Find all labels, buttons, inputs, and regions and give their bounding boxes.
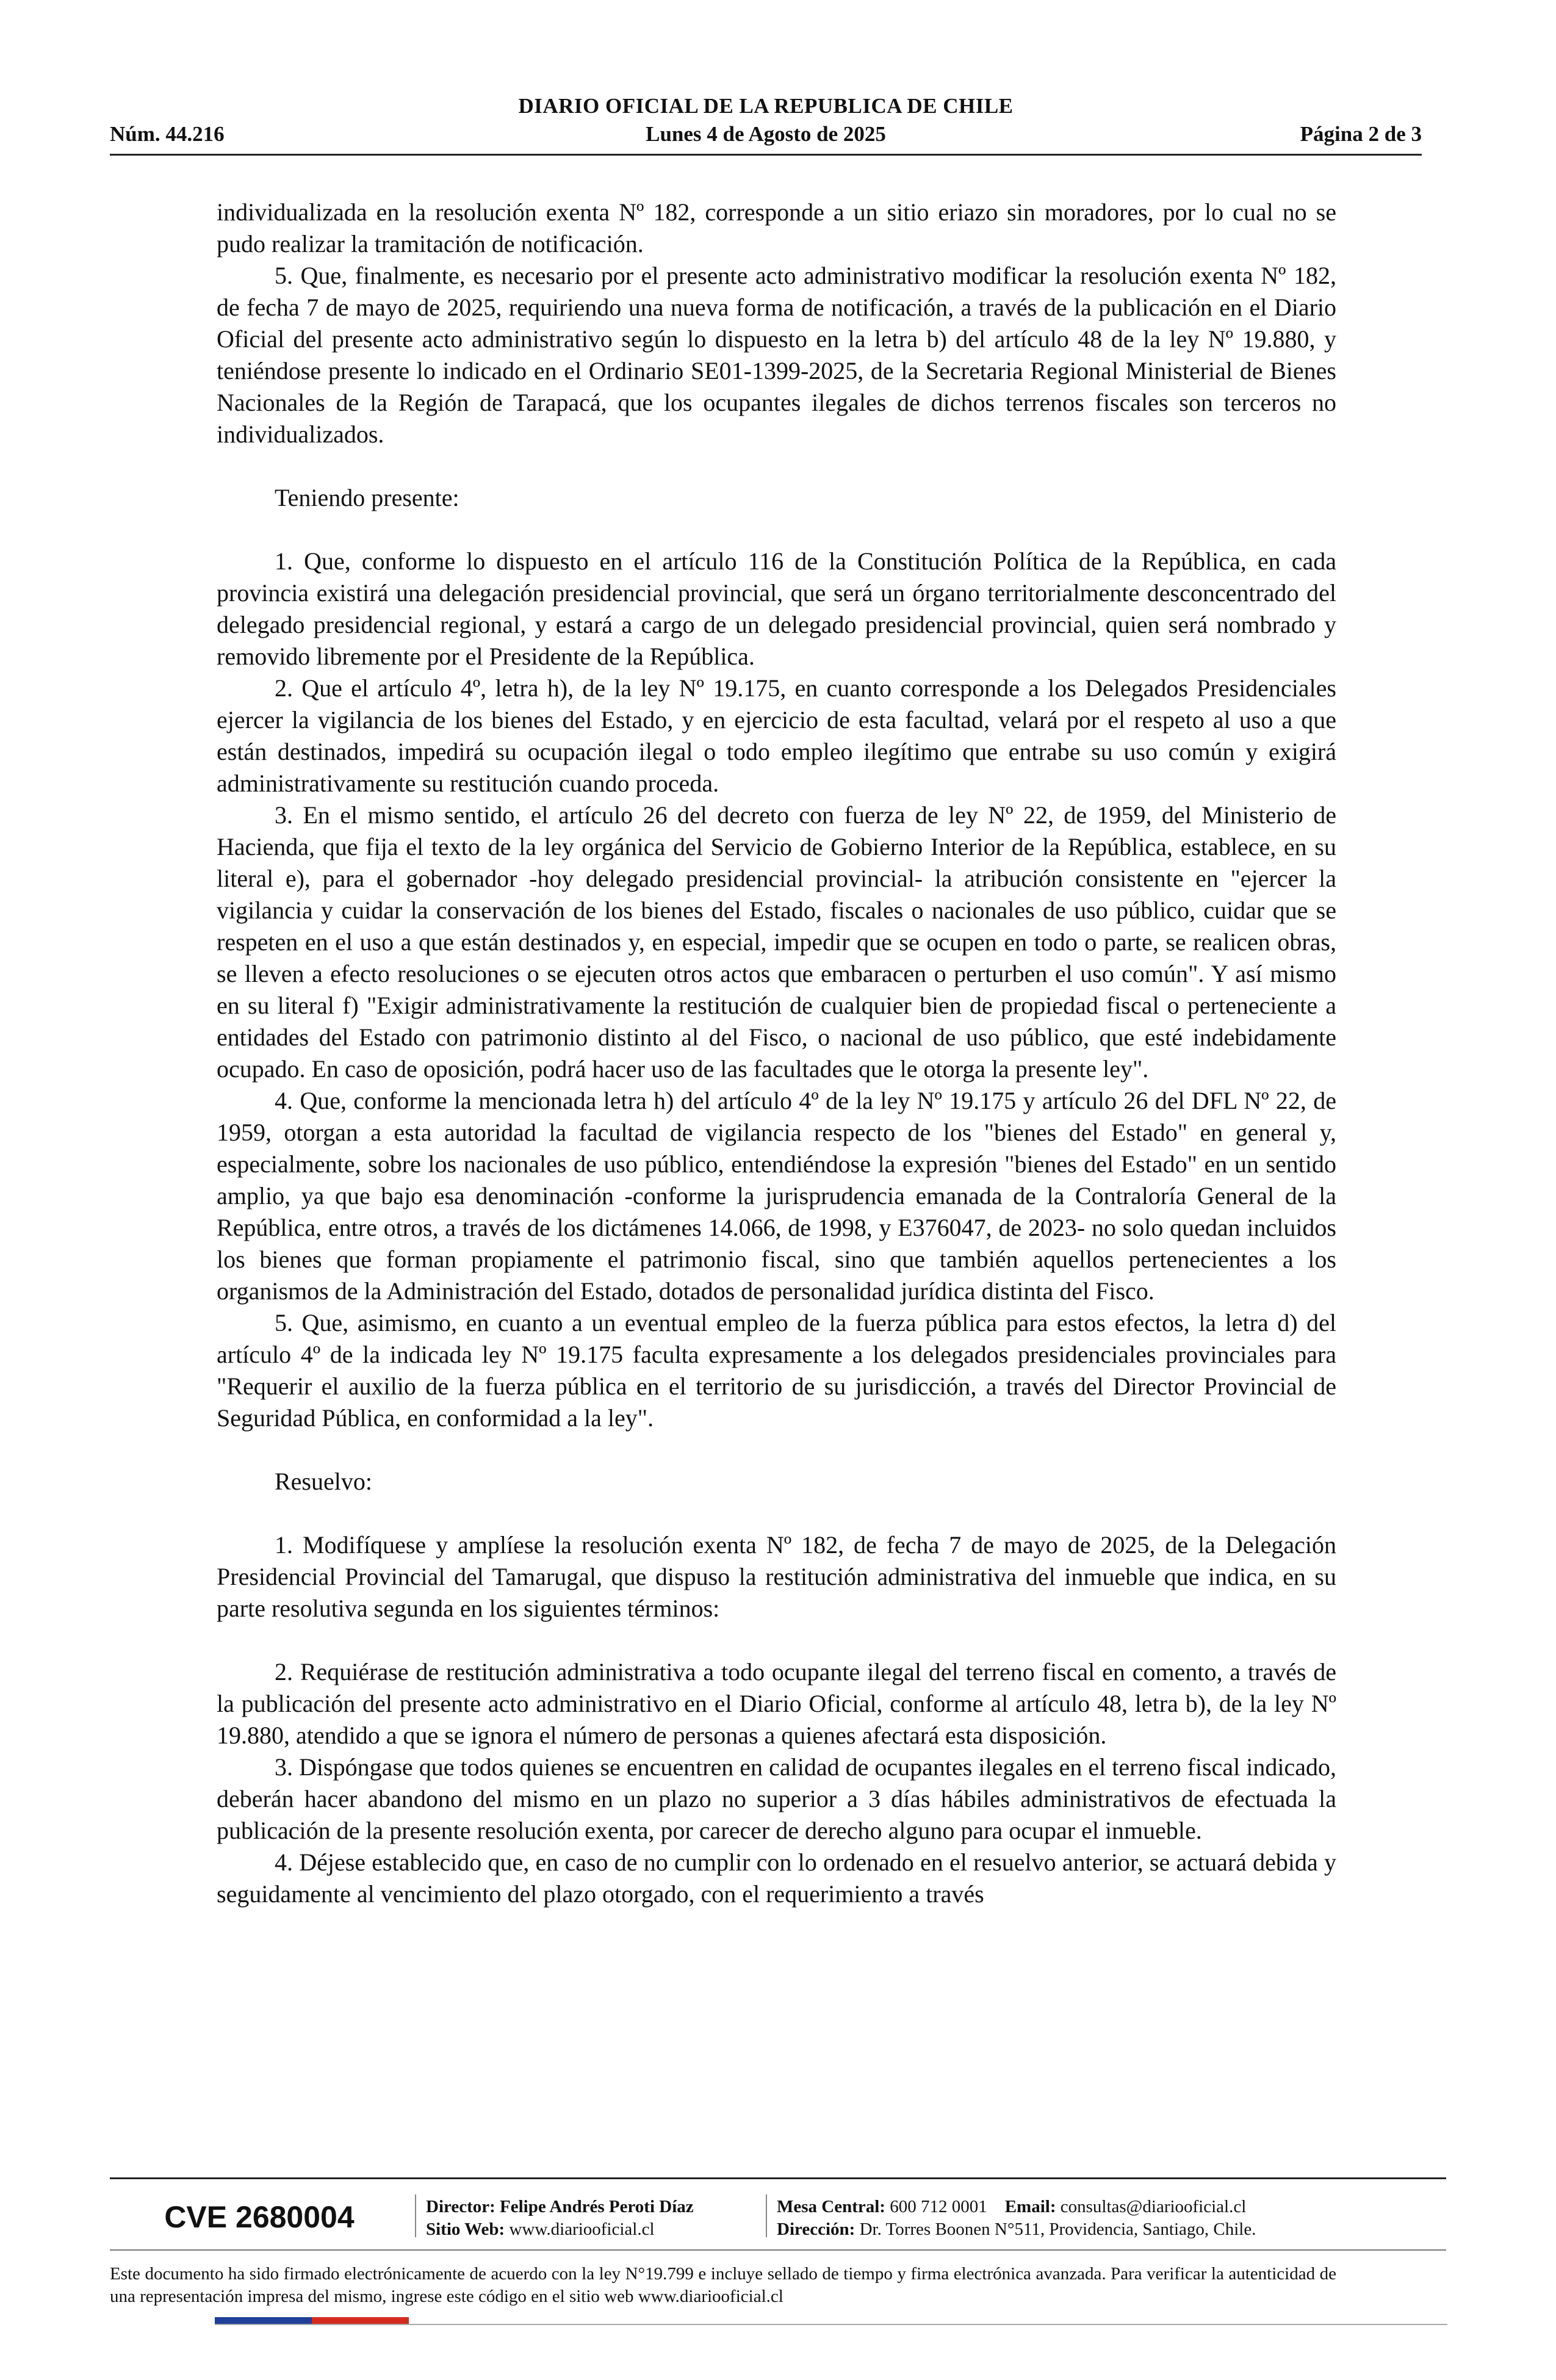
spacer: [217, 450, 1336, 482]
director-label: Director:: [426, 2197, 495, 2216]
paragraph-resuelvo-1: 1. Modifíquese y amplíese la resolución exenta Nº 182, de fecha 7 de mayo de 2025, de la Delegación Presidencial Provincial del Tamarugal, que dispuso la restitución administrativa del inmueble que indica, en su parte resolutiva segunda en los siguientes términos:: [217, 1531, 1336, 1622]
paragraph-considerando-5: 5. Que, finalmente, es necesario por el presente acto administrativo modificar la resolución exenta Nº 182, de fecha 7 de mayo de 2025, requiriendo una nueva forma de notificación, a través de la publicación en el Diario Oficial del presente acto administrativo según lo dispuesto en la letra b) del artículo 48 de la ley Nº 19.880, y teniéndose presente lo indicado en el Ordinario SE01-1399-2025, de la Secretaria Regional Ministerial de Bienes Nacionales de la Región de Tarapacá, que los ocupantes ilegales de dichos terrenos fiscales son terceros no individualizados.: [217, 262, 1336, 448]
spacer: [217, 1498, 1336, 1529]
cve-code: CVE 2680004: [164, 2200, 355, 2234]
spacer: [217, 1625, 1336, 1656]
paragraph-teniendo-5: 5. Que, asimismo, en cuanto a un eventual empleo de la fuerza pública para estos efectos, la letra d) del artículo 4º de la indicada ley Nº 19.175 faculta expresamente a los delegados presidenciales provinciales para "Requerir el auxilio de la fuerza pública en el territorio de su jurisdicción, a través del Director Provincial de Seguridad Pública, en conformidad a la ley".: [217, 1309, 1336, 1432]
mesa-phone: 600 712 0001: [890, 2197, 987, 2216]
paragraph-teniendo-3: 3. En el mismo sentido, el artículo 26 del decreto con fuerza de ley Nº 22, de 1959, del Ministerio de Hacienda, que fija el texto de la ley orgánica del Servicio de Gobierno Interior de la República, establece, en su literal e), para el gobernador -hoy delegado presidencial provincial- la atribución consistente en "ejercer la vigilancia y cuidar la conservación de los bienes del Estado, fiscales o nacionales de uso público, cuidar que se respeten en el uso a que están destinados y, en especial, impedir que se ocupen en todo o parte, se realicen obras, se lleven a efecto resoluciones o se ejecuten otros actos que embaracen o perturben el uso común". Y así mismo en su literal f) "Exigir administrativamente la restitución de cualquier bien de propiedad fiscal o perteneciente a entidades del Estado con patrimonio distinto al del Fisco, o nacional de uso público, que esté indebidamente ocupado. En caso de oposición, podrá hacer uso de las facultades que le otorga la presente ley".: [217, 801, 1336, 1083]
address-label: Dirección:: [777, 2220, 855, 2239]
newspaper-title: DIARIO OFICIAL DE LA REPUBLICA DE CHILE: [518, 94, 1014, 118]
footer-bottom-line: [215, 2324, 1447, 2325]
footer-divider-mid: [110, 2249, 1446, 2251]
heading-resuelvo: Resuelvo:: [275, 1468, 372, 1495]
footer-director-block: [426, 2196, 694, 2241]
document-body: [217, 197, 1336, 1910]
mesa-label: Mesa Central:: [777, 2197, 885, 2216]
spacer: [217, 1434, 1336, 1466]
footer-separator: [415, 2194, 416, 2237]
email-label: Email:: [1004, 2197, 1056, 2216]
spacer: [217, 514, 1336, 546]
paragraph-resuelvo-2: 2. Requiérase de restitución administrativa a todo ocupante ilegal del terreno fiscal en comento, a través de la publicación del presente acto administrativo en el Diario Oficial, conforme al artículo 48, letra b), de la ley Nº 19.880, atendido a que se ignora el número de personas a quienes afectará esta disposición.: [217, 1658, 1336, 1749]
footer-legal-note: Este documento ha sido firmado electrónicamente de acuerdo con la ley N°19.799 e incluye sellado de tiempo y firma electrónica avanzada. Para verificar la autenticidad de una representación impresa del mismo, ingrese este código en el sitio web www.diariooficial.cl: [110, 2264, 1336, 2306]
header-divider: [110, 154, 1422, 156]
paragraph-resuelvo-3: 3. Dispóngase que todos quienes se encuentren en calidad de ocupantes ilegales en el terreno fiscal indicado, deberán hacer abandono del mismo en un plazo no superior a 3 días hábiles administrativos de efectuada la publicación de la presente resolución exenta, por carecer de derecho alguno para ocupar el inmueble.: [217, 1753, 1336, 1844]
paragraph-resuelvo-4: 4. Déjese establecido que, en caso de no cumplir con lo ordenado en el resuelvo anterior, se actuará debida y seguidamente al vencimiento del plazo otorgado, con el requerimiento a través: [217, 1848, 1336, 1908]
address-text: Dr. Torres Boonen N°511, Providencia, Santiago, Chile.: [859, 2220, 1256, 2239]
web-link[interactable]: www.diariooficial.cl: [509, 2220, 655, 2239]
page-header: [110, 92, 1422, 159]
issue-date: Lunes 4 de Agosto de 2025: [646, 122, 886, 146]
issue-number: Núm. 44.216: [110, 122, 225, 146]
paragraph-teniendo-4: 4. Que, conforme la mencionada letra h) del artículo 4º de la ley Nº 19.175 y artículo 26 del DFL Nº 22, de 1959, otorgan a esta autoridad la facultad de vigilancia respecto de los "bienes del Estado" en general y, especialmente, sobre los nacionales de uso público, entendiéndose la expresión "bienes del Estado" en un sentido amplio, ya que bajo esa denominación -conforme la jurisprudencia emanada de la Contraloría General de la República, entre otros, a través de los dictámenes 14.066, de 1998, y E376047, de 2023- no solo quedan incluidos los bienes que forman propiamente el patrimonio fiscal, sino que también aquellos pertenecientes a los organismos de la Administración del Estado, dotados de personalidad jurídica distinta del Fisco.: [217, 1087, 1336, 1305]
paragraph-continuation: individualizada en la resolución exenta Nº 182, corresponde a un sitio eriazo sin moradores, por lo cual no se pudo realizar la tramitación de notificación.: [217, 198, 1336, 258]
page-number: Página 2 de 3: [1300, 122, 1422, 146]
web-label: Sitio Web:: [426, 2220, 505, 2239]
footer-divider-top: [110, 2177, 1446, 2179]
email-link[interactable]: consultas@diariooficial.cl: [1060, 2197, 1247, 2216]
director-name: Felipe Andrés Peroti Díaz: [500, 2197, 694, 2216]
footer-contact-block: [777, 2196, 1256, 2241]
paragraph-teniendo-2: 2. Que el artículo 4º, letra h), de la ley Nº 19.175, en cuanto corresponde a los Delegados Presidenciales ejercer la vigilancia de los bienes del Estado, y en ejercicio de esta facultad, velará por el respeto al uso a que están destinados, impedirá su ocupación ilegal o todo empleo ilegítimo que entrabe su uso común y exigirá administrativamente su restitución cuando proceda.: [217, 674, 1336, 797]
heading-teniendo-presente: Teniendo presente:: [275, 484, 459, 511]
paragraph-teniendo-1: 1. Que, conforme lo dispuesto en el artículo 116 de la Constitución Política de la República, en cada provincia existirá una delegación presidencial provincial, que será un órgano territorialmente desconcentrado del delegado presidencial regional, y estará a cargo de un delegado presidencial provincial, quien será nombrado y removido libremente por el Presidente de la República.: [217, 547, 1336, 670]
footer-separator: [766, 2194, 767, 2237]
